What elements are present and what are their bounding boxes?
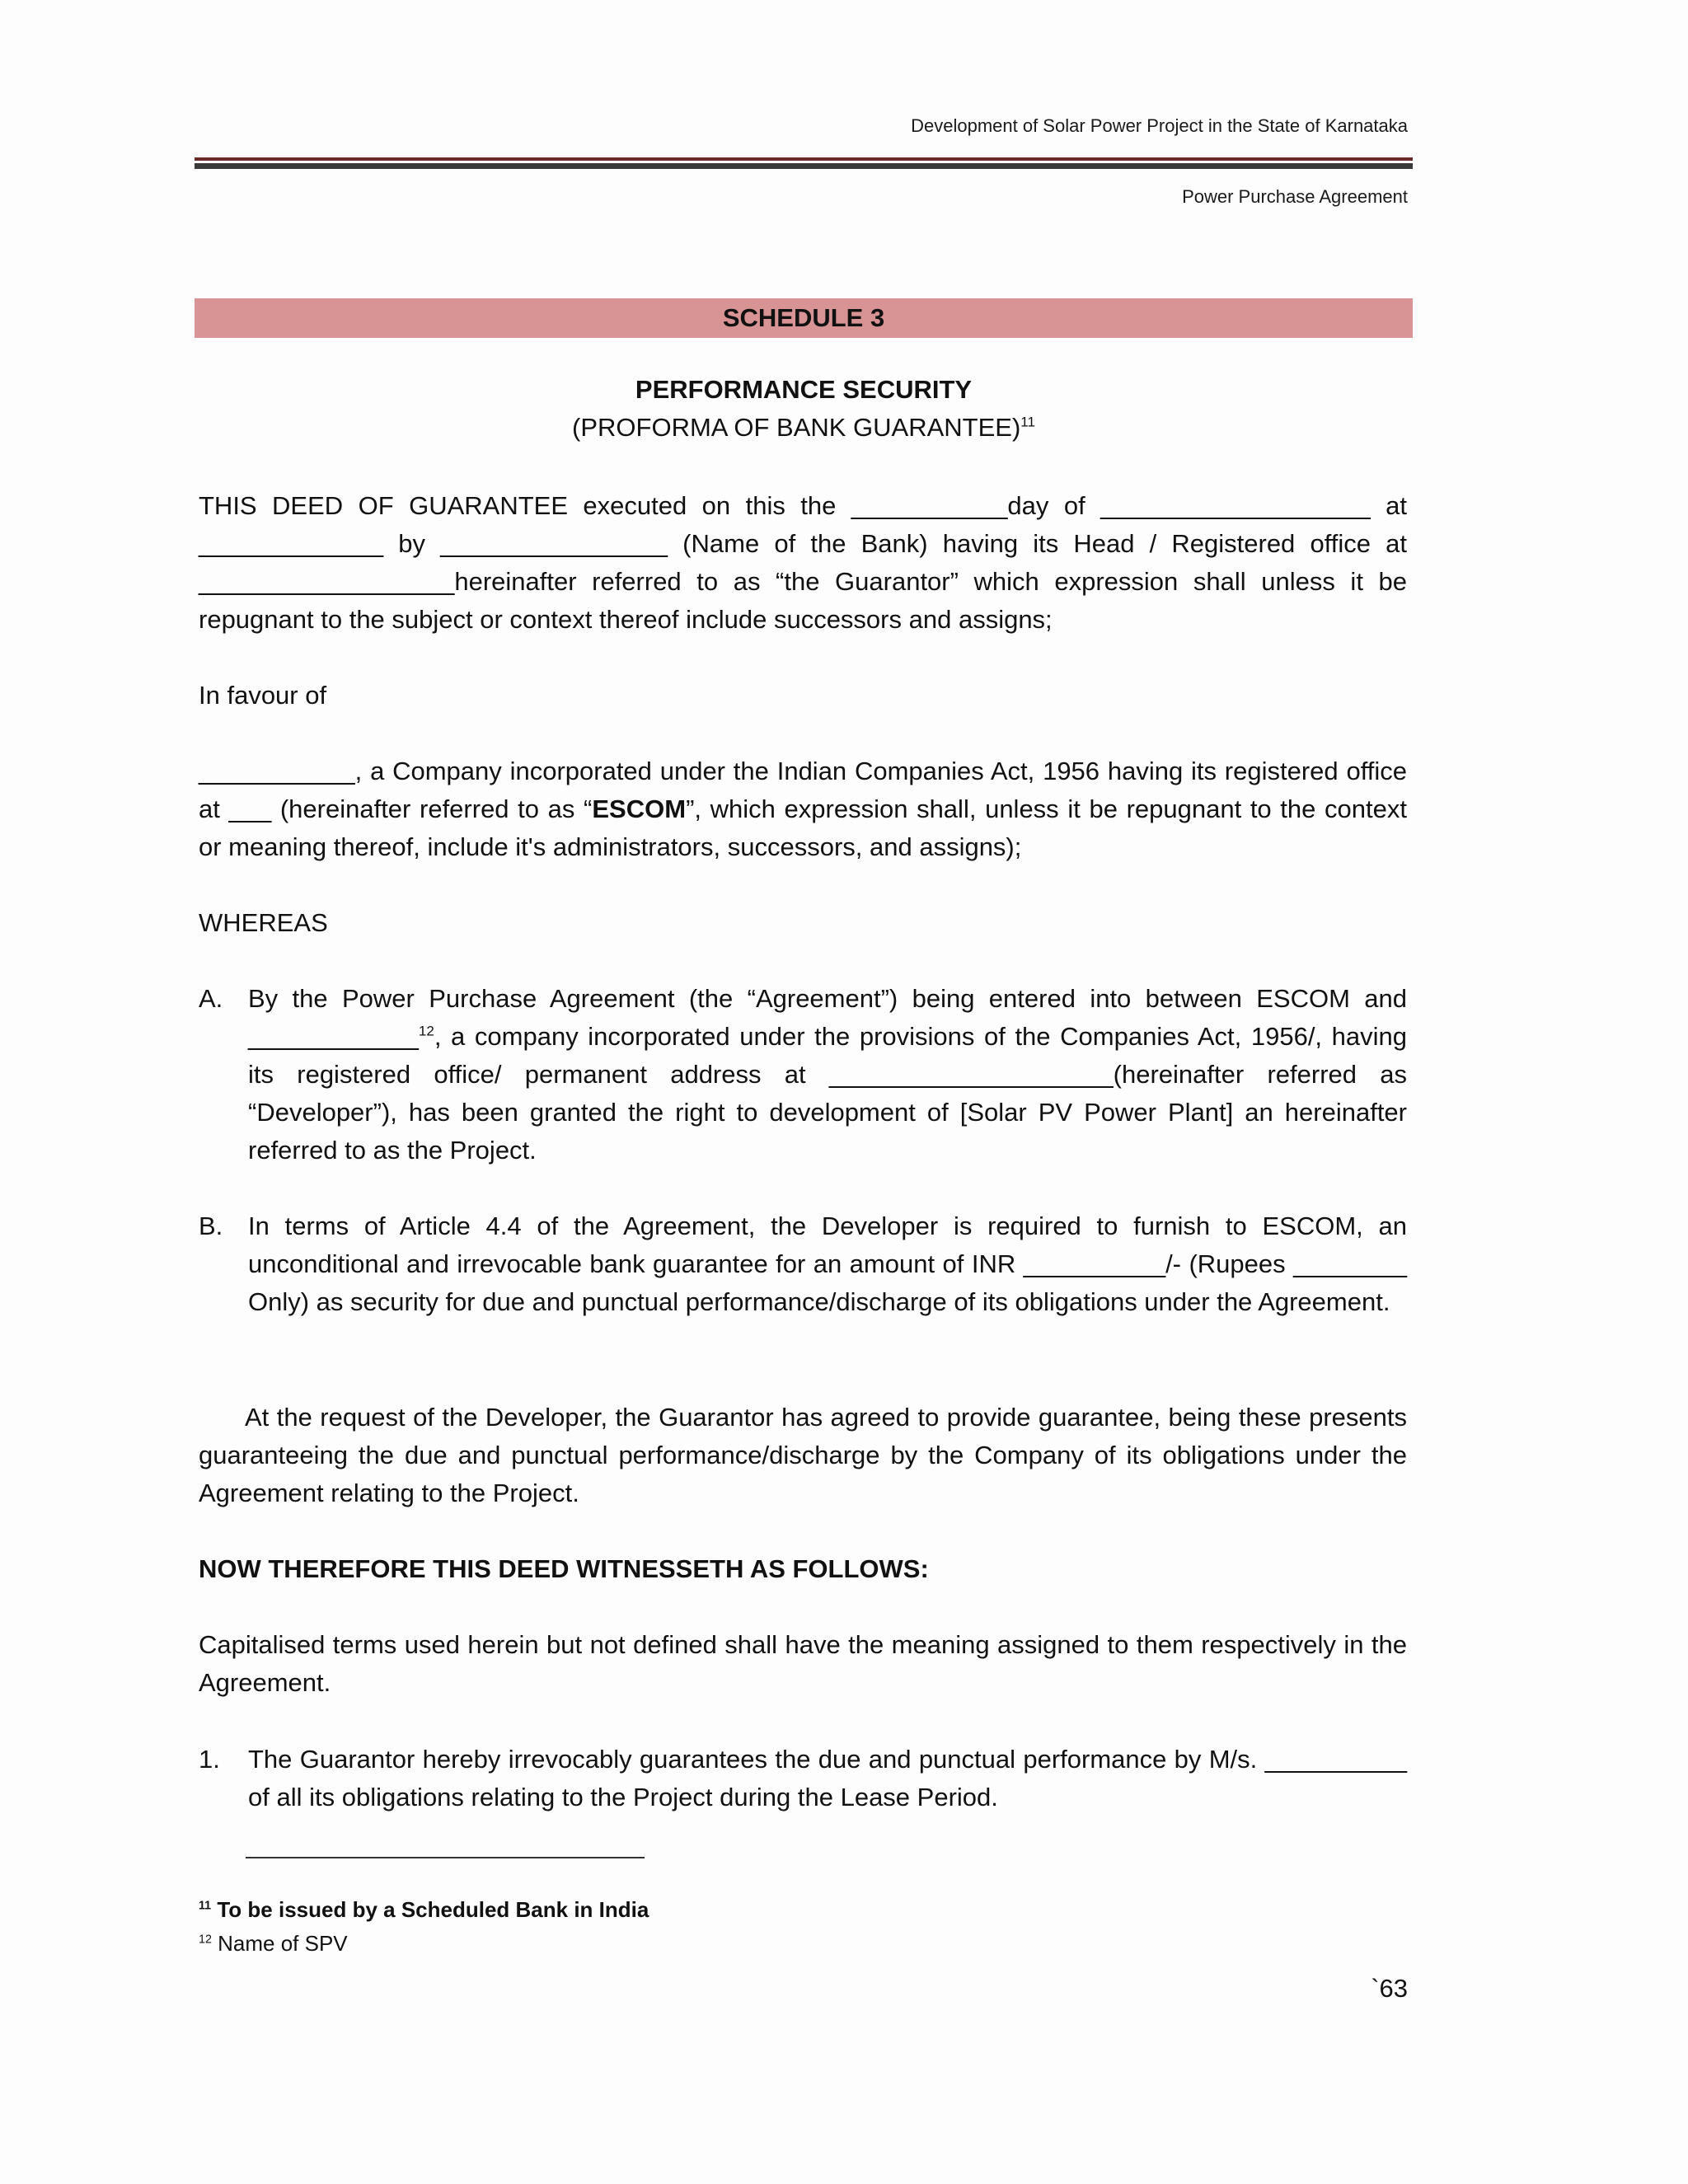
- footnote-11: $^{11}$ To be issued by a Scheduled Bank in India: [199, 1897, 649, 1922]
- header-project-title: Development of Solar Power Project in the State of Karnataka: [911, 115, 1408, 136]
- section-subtitle: (PROFORMA OF BANK GUARANTEE)$^{11}$: [572, 413, 1035, 442]
- footnote-separator: [246, 1857, 645, 1858]
- clause-1-text: The Guarantor hereby irrevocably guarantees the due and punctual performance by M/s. __________ of all its obligations relating to the Project during the Lease Period.: [248, 1745, 1407, 1811]
- header-document-title: Power Purchase Agreement: [1182, 186, 1408, 207]
- in-favour-of: In favour of: [199, 681, 327, 710]
- schedule-label: SCHEDULE 3: [722, 303, 885, 332]
- list-marker: A.: [199, 984, 223, 1013]
- witnesseth-heading: NOW THEREFORE THIS DEED WITNESSETH AS FOLLOWS:: [199, 1554, 929, 1583]
- header-rule-thick: [195, 163, 1413, 169]
- capitalised-terms-paragraph: Capitalised terms used herein but not defined shall have the meaning assigned to them respectively in the Agreement.: [199, 1630, 1407, 1697]
- recital-b-text: In terms of Article 4.4 of the Agreement, the Developer is required to furnish to ESCOM, an unconditional and irrevocable bank guarantee for an amount of INR __________/- (Rupees ________ Only) as security for due and punctual performance/discharge of its obligations under the Agreement.: [248, 1212, 1407, 1316]
- recital-b: [199, 1207, 1407, 1321]
- whereas-heading: WHEREAS: [199, 908, 328, 937]
- escom-term: ESCOM: [592, 794, 687, 823]
- schedule-banner: [195, 298, 1413, 338]
- recital-a: [199, 980, 1407, 1169]
- deed-paragraph: THIS DEED OF GUARANTEE executed on this the ___________day of ___________________ at _____________ by ________________ (Name of the Bank) having its Head / Registered office at __________________hereinafter referred to as “the Guarantor” which expression shall unless it be repugnant to the subject or context thereof include successors and assigns;: [199, 491, 1407, 634]
- page-number: `63: [1371, 1974, 1408, 2003]
- section-title: PERFORMANCE SECURITY: [635, 375, 973, 404]
- header-rule: [195, 157, 1413, 161]
- clause-1: [199, 1741, 1407, 1816]
- recital-a-text: By the Power Purchase Agreement (the “Agreement”) being entered into between ESCOM and ____________$^{12}$, a company incorporated under the provisions of the Companies Act, 1956/, having its registered office/ permanent address at ____________________(hereinafter referred as “Developer”), has been granted the right to development of [Solar PV Power Plant] an hereinafter referred to as the Project.: [248, 984, 1407, 1165]
- footnote-ref-12: 12: [418, 1023, 434, 1039]
- list-marker: B.: [199, 1212, 223, 1240]
- footnote-12: $^{12}$ Name of SPV: [199, 1931, 348, 1956]
- company-paragraph: ___________, a Company incorporated under the Indian Companies Act, 1956 having its registered office at ___ (hereinafter referred to as “ESCOM”, which expression shall, unless it be repugnant to the context or meaning thereof, include it's administrators, successors, and assigns);: [199, 757, 1407, 861]
- request-paragraph: At the request of the Developer, the Guarantor has agreed to provide guarantee, being these presents guaranteeing the due and punctual performance/discharge by the Company of its obligations under the Agreement relating to the Project.: [199, 1403, 1407, 1507]
- list-marker: 1.: [199, 1745, 220, 1774]
- footnote-ref-11: 11: [1020, 414, 1035, 430]
